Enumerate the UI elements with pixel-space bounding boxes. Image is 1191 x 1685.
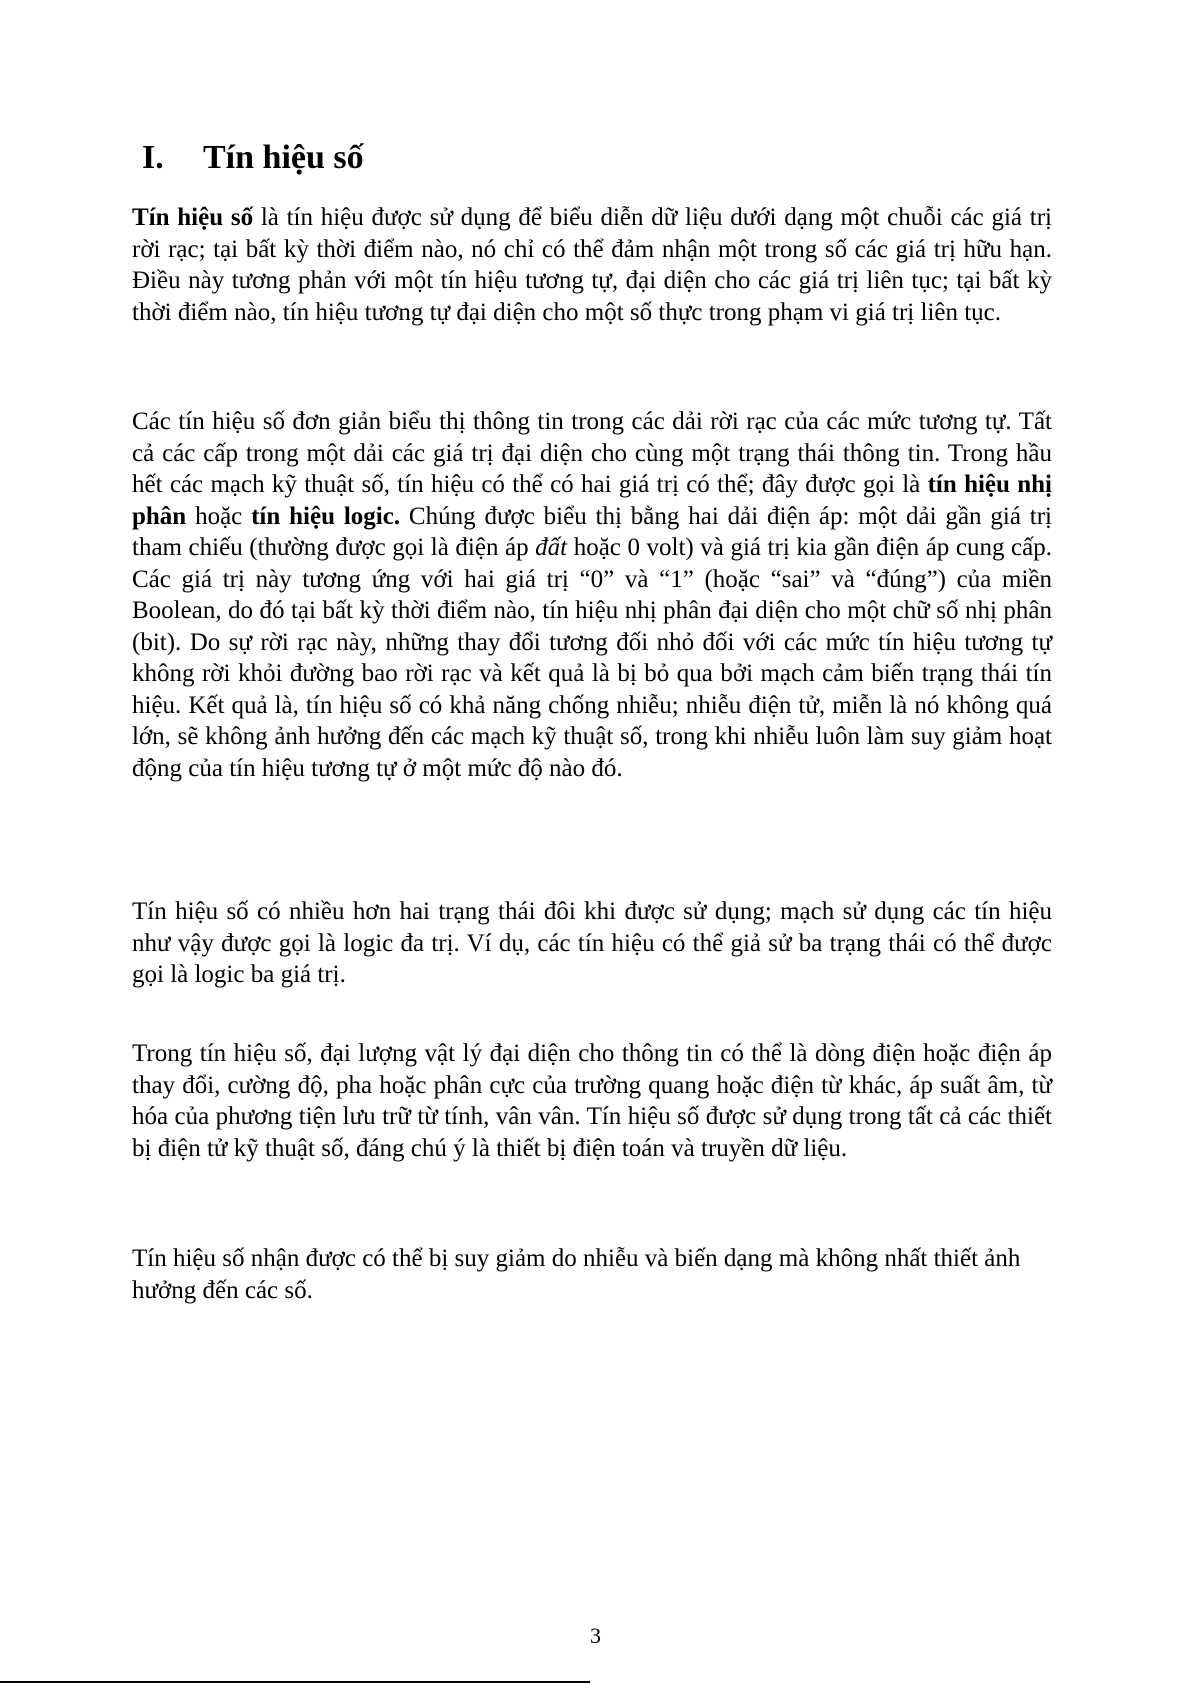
term-logic-signal: tín hiệu logic. <box>251 502 401 530</box>
page-number: 3 <box>590 1623 601 1648</box>
term-digital-signal: Tín hiệu số <box>132 204 254 231</box>
paragraph-text: hoặc <box>186 502 252 530</box>
paragraph-text: Trong tín hiệu số, đại lượng vật lý đại diện cho thông tin có thể là dòng điện hoặc điện áp thay đổi, cường độ, pha hoặc phân cực của trường quang hoặc điện từ khác, áp suất âm, từ hóa của phương tiện lưu trữ từ tính, vân vân. Tín hiệu số được sử dụng trong tất cả các thiết bị điện tử kỹ thuật số, đáng chú ý là thiết bị điện toán và truyền dữ liệu. <box>132 1040 1052 1162</box>
paragraph-degradation <box>132 1243 1052 1306</box>
section-title: Tín hiệu số <box>203 139 364 176</box>
term-ground: đất <box>535 534 568 561</box>
section-number: I. <box>142 139 164 176</box>
paragraph-physical-quantity <box>132 1038 1052 1164</box>
paragraph-text: Tín hiệu số có nhiều hơn hai trạng thái đôi khi được sử dụng; mạch sử dụng các tín hiệu như vậy được gọi là logic đa trị. Ví dụ, các tín hiệu có thể giả sử ba trạng thái có thể được gọi là logic ba giá trị. <box>132 898 1052 988</box>
term-binary-signal: tín hiệu nhị phân <box>132 471 1052 530</box>
paragraph-multivalued-logic <box>132 896 1052 991</box>
paragraph-text: Chúng được biểu thị bằng hai dải điện áp: một dải gần giá trị tham chiếu (thường được gọi là điện áp <box>132 502 1052 561</box>
section-heading <box>142 136 364 180</box>
paragraph-text: là tín hiệu được sử dụng để biểu diễn dữ liệu dưới dạng một chuỗi các giá trị rời rạc; tại bất kỳ thời điểm nào, nó chỉ có thể đảm nhận một trong số các giá trị hữu hạn. Điều này tương phản với một tín hiệu tương tự, đại diện cho các giá trị liên tục; tại bất kỳ thời điểm nào, tín hiệu tương tự đại diện cho một số thực trong phạm vi giá trị liên tục. <box>132 204 1052 326</box>
paragraph-binary-signals <box>132 406 1052 784</box>
paragraph-text: Các tín hiệu số đơn giản biểu thị thông tin trong các dải rời rạc của các mức tương tự. Tất cả các cấp trong một dải các giá trị đại diện cho cùng một trạng thái thông tin. Trong hầu hết các mạch kỹ thuật số, tín hiệu có thể có hai giá trị có thể; đây được gọi là <box>132 408 1052 498</box>
paragraph-definition <box>132 202 1052 328</box>
bottom-divider <box>0 1681 590 1683</box>
paragraph-text: hoặc 0 volt) và giá trị kia gần điện áp cung cấp. Các giá trị này tương ứng với hai giá trị “0” và “1” (hoặc “sai” và “đúng”) của miền Boolean, do đó tại bất kỳ thời điểm nào, tín hiệu nhị phân đại diện cho một chữ số nhị phân (bit). Do sự rời rạc này, những thay đổi tương đối nhỏ đối với các mức tín hiệu tương tự không rời khỏi đường bao rời rạc và kết quả là bị bỏ qua bởi mạch cảm biến trạng thái tín hiệu. Kết quả là, tín hiệu số có khả năng chống nhiễu; nhiễu điện tử, miễn là nó không quá lớn, sẽ không ảnh hưởng đến các mạch kỹ thuật số, trong khi nhiễu luôn làm suy giảm hoạt động của tín hiệu tương tự ở một mức độ nào đó. <box>132 534 1052 782</box>
paragraph-text: Tín hiệu số nhận được có thể bị suy giảm do nhiễu và biến dạng mà không nhất thiết ảnh hưởng đến các số. <box>132 1245 1021 1304</box>
